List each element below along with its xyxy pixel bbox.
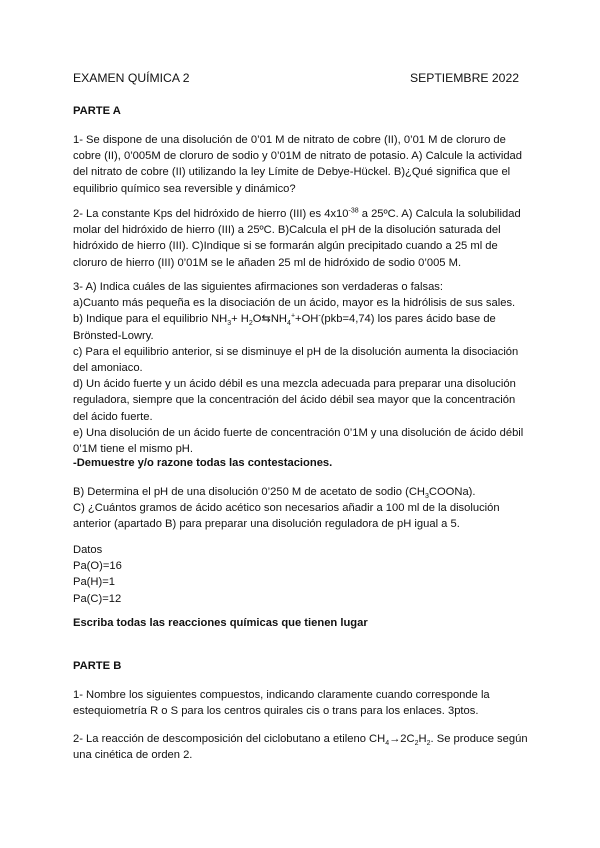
reasoning-note: -Demuestre y/o razone todas las contestaciones. <box>73 457 333 469</box>
datos-h: Pa(H)=1 <box>73 576 115 589</box>
part-b-title: PARTE B <box>73 660 122 672</box>
question-b-c <box>73 484 529 533</box>
statement-b: b) Indique para el equilibrio $NH_3+$ $H_2O⇆NH_4^++OH^-(pkb=4,74)$ los pares ácido base de Brönsted-Lowry. <box>73 312 496 342</box>
statement-a: a)Cuanto más pequeña es la disociación de un ácido, mayor es la hidrólisis de sus sales. <box>73 297 516 310</box>
question-3-intro: 3- A) Indica cuáles de las siguientes afirmaciones son verdaderas o falsas: <box>73 281 444 293</box>
part-b-question-1: 1- Nombre los siguientes compuestos, indicando claramente cuando corresponde la estequiometría R o S para los centros quirales cis o trans para los enlaces. 3ptos. <box>73 689 490 718</box>
reactions-note: Escriba todas las reacciones químicas que tienen lugar <box>73 617 368 629</box>
statement-e: e) Una disolución de un ácido fuerte de concentración 0’1M y una disolución de ácido débil 0’1M tiene el mismo pH. <box>73 426 524 456</box>
question-3 <box>73 279 529 457</box>
question-1: 1- Se dispone de una disolución de 0’01 M de nitrato de cobre (II), 0’01 M de cloruro de cobre (II), 0’005M de cloruro de sodio y 0’01M de nitrato de potasio. A) Calcule la actividad del nitrato de cobre (II) utilizando la ley Límite de Debye-Hückel. B)¿Qué significa que el equilibrio químico sea reversible y dinámico? <box>73 134 522 195</box>
question-b: B) Determina el pH de una disolución 0’250 M de acetato de sodio $(CH_3COONa)$. <box>73 486 476 501</box>
datos-o: Pa(O)=16 <box>73 560 122 573</box>
exam-header <box>73 71 519 85</box>
exam-title: EXAMEN QUÍMICA 2 <box>73 71 190 85</box>
datos-block <box>73 542 529 607</box>
datos-title: Datos <box>73 544 103 556</box>
statement-d: d) Un ácido fuerte y un ácido débil es una mezcla adecuada para preparar una disolución reguladora, siempre que la concentración del ácido débil sea mayor que la concentración del ácido fuerte. <box>73 378 516 423</box>
part-b-question-2: 2- La reacción de descomposición del ciclobutano a etileno $CH_4\to 2C_2H_2$. Se produce según una cinética de orden 2. <box>73 733 528 762</box>
statement-c: c) Para el equilibrio anterior, si se disminuye el pH de la disolución aumenta la disociación del amoniaco. <box>73 345 519 375</box>
exam-date: SEPTIEMBRE 2022 <box>409 71 519 85</box>
question-2: 2- La constante Kps del hidróxido de hierro (III) es $4x10^{-38}$ a 25ºC. A) Calcula la solubilidad molar del hidróxido de hierro (III) a 25ºC. B)Calcula el pH de la disolución saturada del hidróxido de hierro (III). C)Indique si se formarán algún precipitado cuando a 25 ml de cloruro de hierro (III) 0’01M se le añaden 25 ml de hidróxido de sodio 0’005 M. <box>73 207 521 269</box>
part-a-title: PARTE A <box>73 105 121 117</box>
datos-c: Pa(C)=12 <box>73 592 122 605</box>
question-c: C) ¿Cuántos gramos de ácido acético son necesarios añadir a 100 ml de la disolución anterior (apartado B) para preparar una disolución reguladora de pH igual a 5. <box>73 502 500 531</box>
